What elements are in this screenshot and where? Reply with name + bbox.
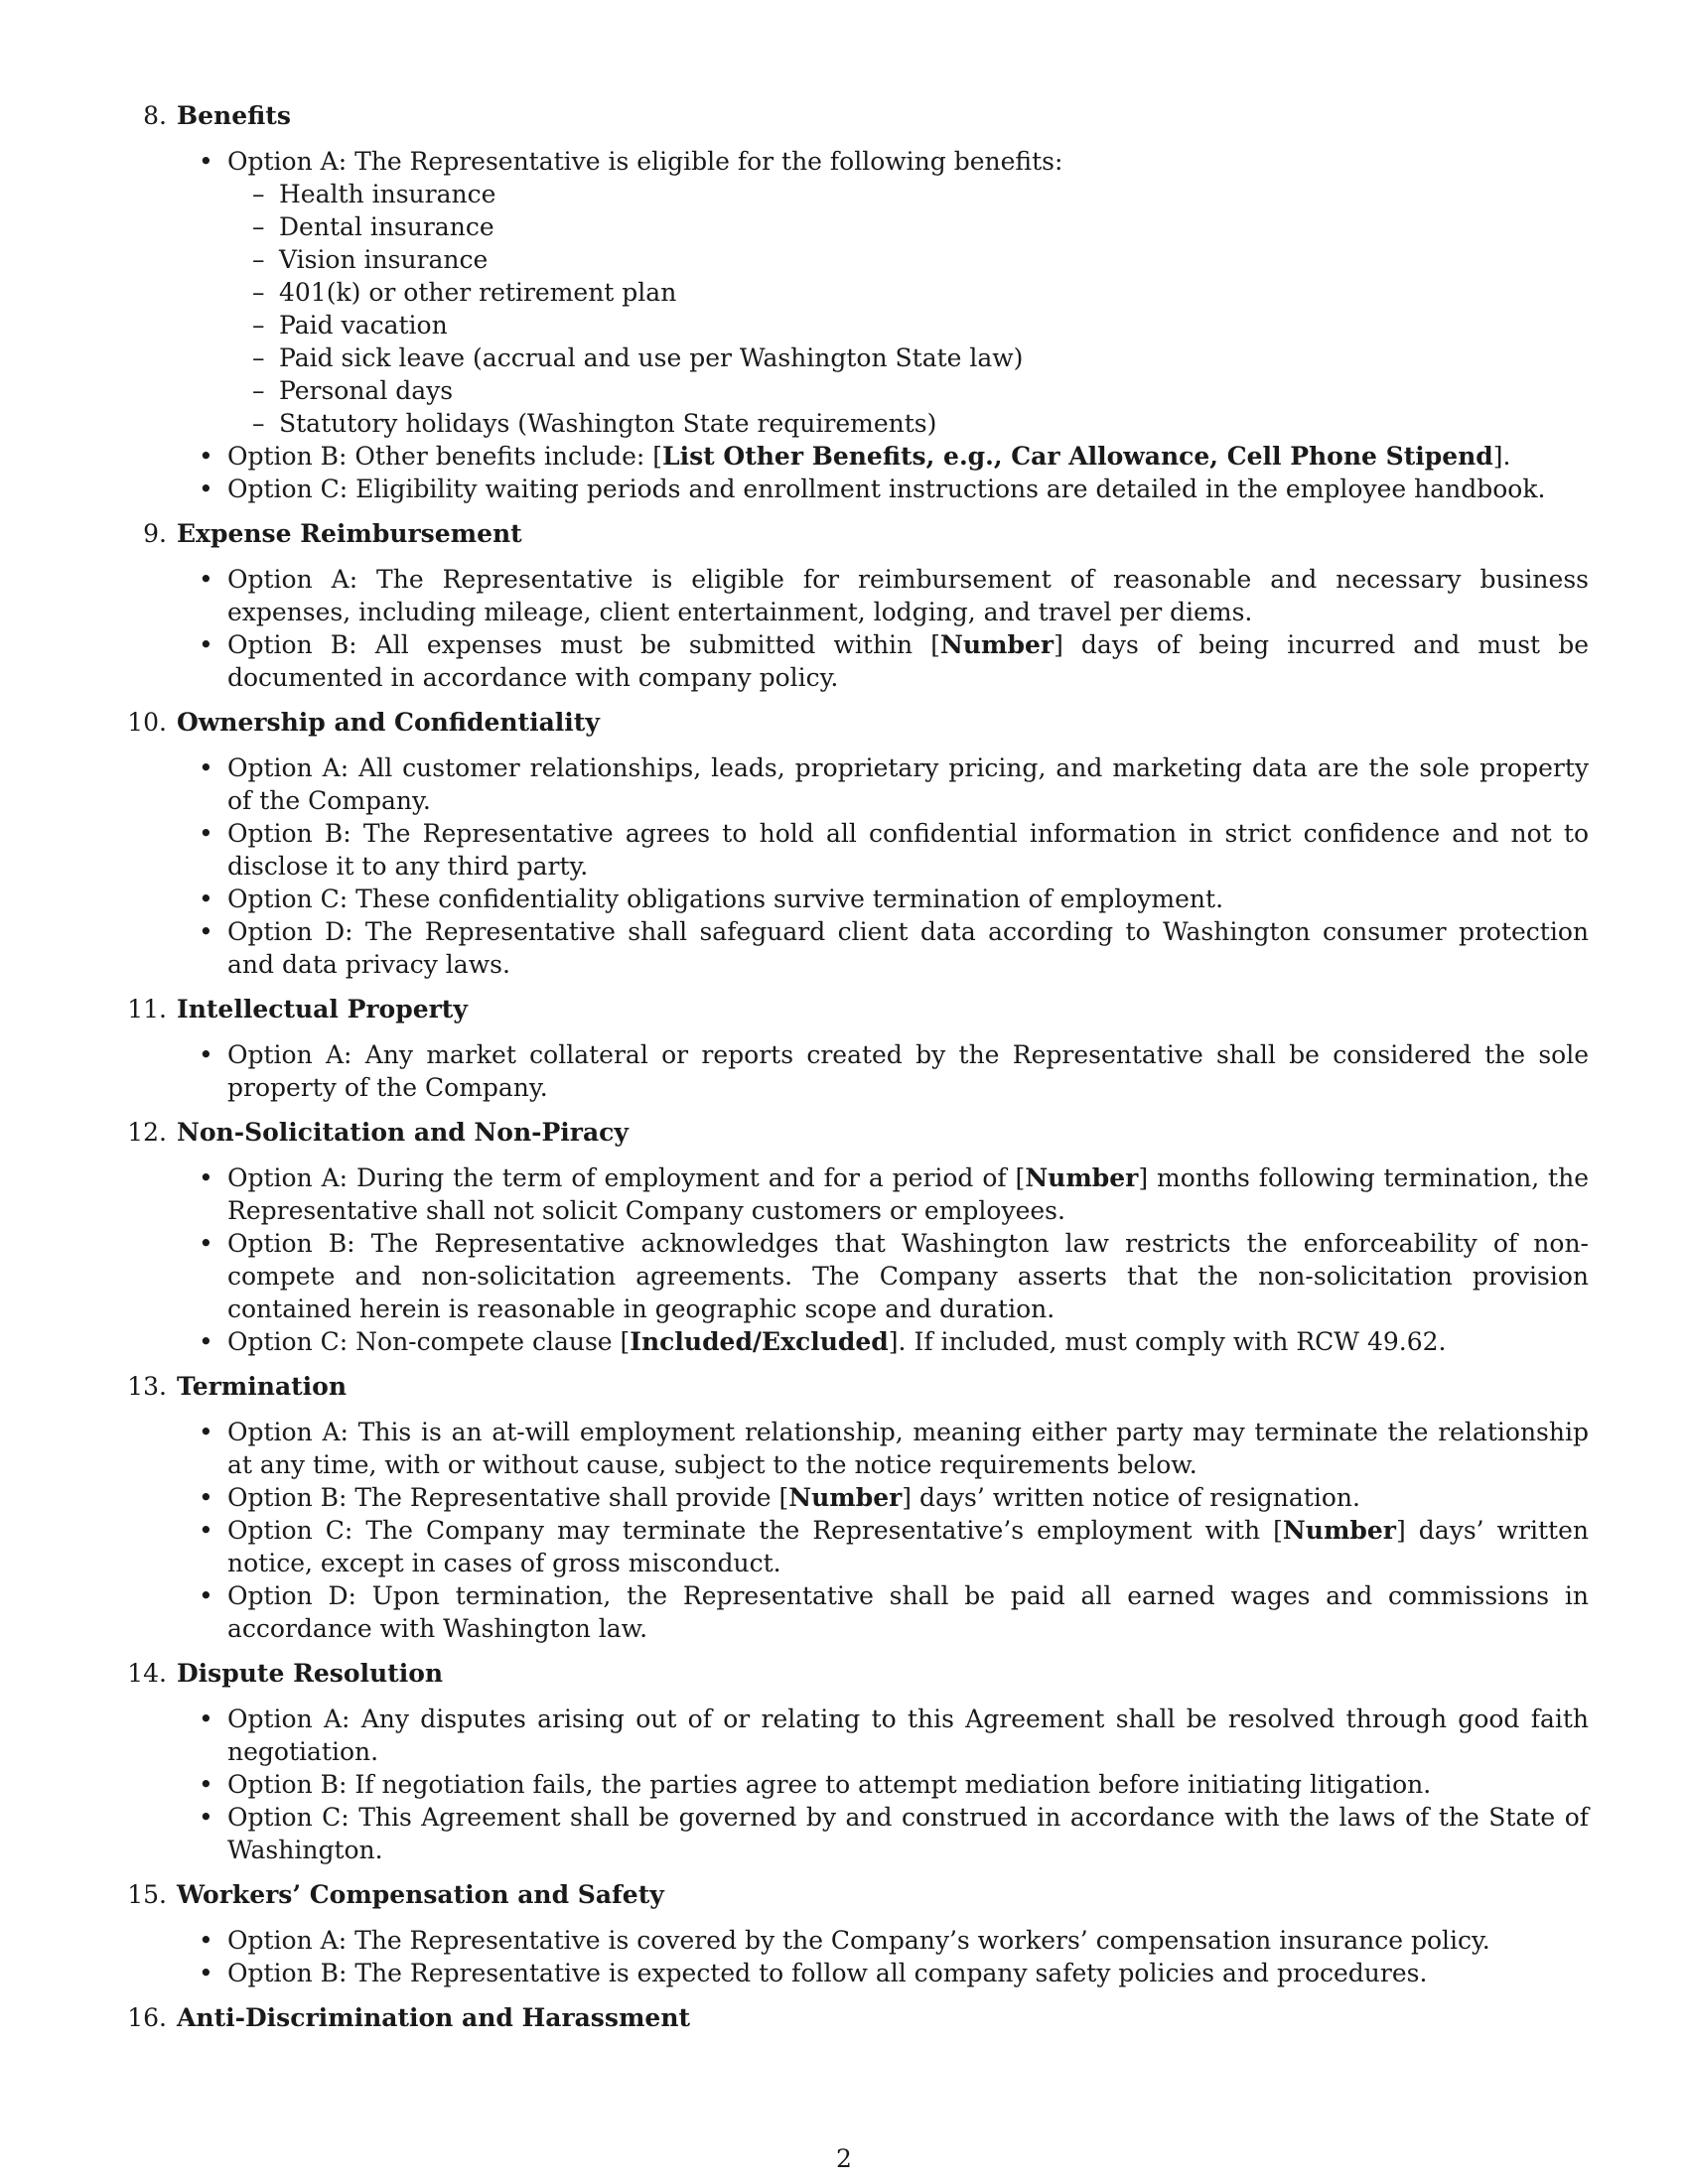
section-number: 8. xyxy=(143,101,167,130)
option-item: • Option C: Eligibility waiting periods and enrollment instructions are detailed in the employee handbook. xyxy=(227,473,1589,505)
option-list xyxy=(119,1703,1589,1866)
option-list xyxy=(119,1038,1589,1104)
section-heading xyxy=(119,1878,1589,1911)
option-text: ] months following termination, the Representative shall not solicit Company customers or employees. xyxy=(227,1163,1589,1225)
option-list xyxy=(119,563,1589,694)
benefit-item: – 401(k) or other retirement plan xyxy=(279,276,1589,309)
section-heading xyxy=(119,993,1589,1025)
option-item: • Option C: These confidentiality obligations survive termination of employment. xyxy=(227,883,1589,915)
option-list xyxy=(119,1416,1589,1645)
section-number: 13. xyxy=(127,1372,167,1401)
option-text: ]. xyxy=(1492,442,1511,471)
section-number: 11. xyxy=(127,995,167,1024)
section-title: Workers’ Compensation and Safety xyxy=(177,1880,664,1909)
section-dispute-resolution xyxy=(119,1657,1589,1866)
option-item xyxy=(227,440,1589,473)
option-item: • Option A: This is an at-will employment relationship, meaning either party may terminate the relationship at any time, with or without cause, subject to the notice requirements below. xyxy=(227,1416,1589,1481)
option-item xyxy=(227,145,1589,440)
placeholder-field: Number xyxy=(1025,1163,1139,1192)
section-title: Anti-Discrimination and Harassment xyxy=(177,2003,691,2032)
section-title: Expense Reimbursement xyxy=(177,519,522,548)
option-item: • Option D: Upon termination, the Representative shall be paid all earned wages and commissions in accordance with Washington law. xyxy=(227,1579,1589,1645)
option-item: • Option B: The Representative agrees to hold all confidential information in strict confidence and not to disclose it to any third party. xyxy=(227,817,1589,883)
benefit-item: – Health insurance xyxy=(279,178,1589,210)
section-title: Benefits xyxy=(177,101,291,130)
benefit-item: – Paid sick leave (accrual and use per Washington State law) xyxy=(279,341,1589,374)
option-item: • Option A: Any disputes arising out of or relating to this Agreement shall be resolved through good faith negotiation. xyxy=(227,1703,1589,1768)
option-item: • Option A: The Representative is eligible for reimbursement of reasonable and necessary business expenses, including mileage, client entertainment, lodging, and travel per diems. xyxy=(227,563,1589,628)
section-number: 10. xyxy=(127,708,167,737)
option-list xyxy=(119,145,1589,505)
option-text: Option C: The Company may terminate the Representative’s employment with [ xyxy=(227,1516,1283,1545)
benefit-item: – Paid vacation xyxy=(279,309,1589,341)
option-list xyxy=(119,1924,1589,1989)
option-item xyxy=(227,1514,1589,1579)
benefit-item: – Statutory holidays (Washington State requirements) xyxy=(279,407,1589,440)
placeholder-field: Number xyxy=(1282,1516,1396,1545)
section-number: 14. xyxy=(127,1659,167,1688)
section-anti-discrimination xyxy=(119,2001,1589,2034)
section-expense-reimbursement xyxy=(119,517,1589,694)
section-non-solicitation xyxy=(119,1116,1589,1358)
option-item: • Option B: The Representative acknowledges that Washington law restricts the enforceability of non-compete and non-solicitation agreements. The Company asserts that the non-solicitation provision contained herein is reasonable in geographic scope and duration. xyxy=(227,1227,1589,1325)
section-title: Non-Solicitation and Non-Piracy xyxy=(177,1118,629,1147)
option-text: ] days’ written notice, except in cases of gross misconduct. xyxy=(227,1516,1589,1577)
option-item: • Option C: This Agreement shall be governed by and construed in accordance with the laws of the State of Washington. xyxy=(227,1801,1589,1866)
section-intellectual-property xyxy=(119,993,1589,1104)
option-list xyxy=(119,1161,1589,1358)
section-title: Intellectual Property xyxy=(177,995,468,1024)
option-text: ] days of being incurred and must be documented in accordance with company policy. xyxy=(227,630,1589,692)
option-item xyxy=(227,628,1589,694)
benefit-list xyxy=(227,178,1589,440)
section-number: 16. xyxy=(127,2003,167,2032)
option-item: • Option A: The Representative is covered by the Company’s workers’ compensation insurance policy. xyxy=(227,1924,1589,1957)
option-list xyxy=(119,751,1589,981)
document-body xyxy=(119,99,1589,2046)
section-ownership-confidentiality xyxy=(119,706,1589,981)
section-number: 15. xyxy=(127,1880,167,1909)
placeholder-field: Number xyxy=(788,1483,903,1512)
placeholder-field: Number xyxy=(940,630,1055,659)
option-text: Option B: The Representative shall provide [ xyxy=(227,1483,789,1512)
section-title: Termination xyxy=(177,1372,348,1401)
section-heading xyxy=(119,706,1589,739)
option-text: Option B: Other benefits include: [ xyxy=(227,442,663,471)
option-item: • Option A: All customer relationships, leads, proprietary pricing, and marketing data are the sole property of the Company. xyxy=(227,751,1589,817)
option-text: ] days’ written notice of resignation. xyxy=(902,1483,1360,1512)
option-text: Option A: The Representative is eligible for the following benefits: xyxy=(227,147,1063,176)
section-heading xyxy=(119,2001,1589,2034)
section-title: Dispute Resolution xyxy=(177,1659,444,1688)
option-item: • Option B: If negotiation fails, the parties agree to attempt mediation before initiating litigation. xyxy=(227,1768,1589,1801)
placeholder-field: Included/Excluded xyxy=(630,1327,889,1356)
section-number: 12. xyxy=(127,1118,167,1147)
option-text: Option B: All expenses must be submitted within [ xyxy=(227,630,941,659)
option-item xyxy=(227,1481,1589,1514)
option-text: Option A: During the term of employment and for a period of [ xyxy=(227,1163,1026,1192)
option-item: • Option A: Any market collateral or reports created by the Representative shall be considered the sole property of the Company. xyxy=(227,1038,1589,1104)
benefit-item: – Vision insurance xyxy=(279,243,1589,276)
benefit-item: – Dental insurance xyxy=(279,210,1589,243)
option-text: Option C: Non-compete clause [ xyxy=(227,1327,631,1356)
section-heading xyxy=(119,1657,1589,1690)
section-heading xyxy=(119,99,1589,132)
section-number: 9. xyxy=(143,519,167,548)
section-workers-compensation xyxy=(119,1878,1589,1989)
option-text: ]. If included, must comply with RCW 49.62. xyxy=(888,1327,1447,1356)
section-heading xyxy=(119,1116,1589,1149)
section-heading xyxy=(119,1370,1589,1403)
section-termination xyxy=(119,1370,1589,1645)
option-item: • Option D: The Representative shall safeguard client data according to Washington consumer protection and data privacy laws. xyxy=(227,915,1589,981)
section-benefits xyxy=(119,99,1589,505)
option-item: • Option B: The Representative is expected to follow all company safety policies and procedures. xyxy=(227,1957,1589,1989)
section-title: Ownership and Confidentiality xyxy=(177,708,600,737)
page-number: 2 xyxy=(836,2144,852,2173)
section-heading xyxy=(119,517,1589,550)
option-item xyxy=(227,1161,1589,1227)
benefit-item: – Personal days xyxy=(279,374,1589,407)
option-item xyxy=(227,1325,1589,1358)
placeholder-field: List Other Benefits, e.g., Car Allowance, Cell Phone Stipend xyxy=(662,442,1493,471)
